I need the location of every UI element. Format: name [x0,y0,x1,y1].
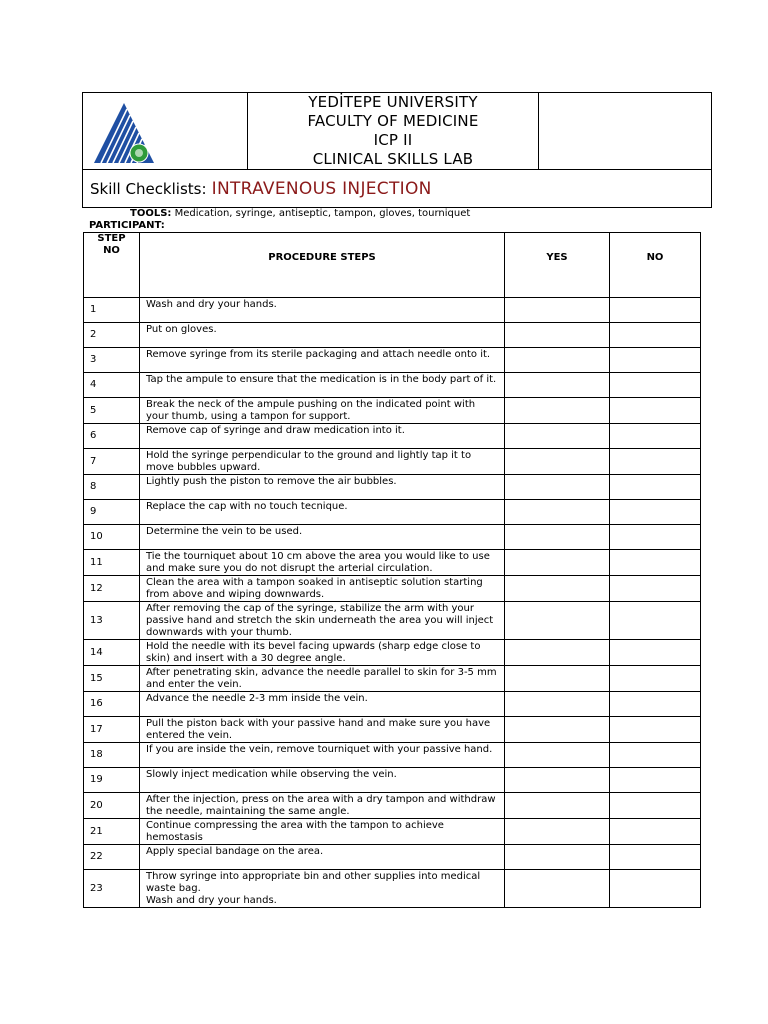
table-row [84,717,701,743]
step-no-header-line2: NO [103,245,120,256]
yes-checkbox-cell[interactable] [505,373,610,398]
tools-line [130,208,470,219]
skill-checklists-label: Skill Checklists: [90,179,207,198]
yes-checkbox-cell[interactable] [505,845,610,870]
step-description: Hold the needle with its bevel facing upwards (sharp edge close to skin) and insert with a 30 degree angle. [140,640,505,666]
step-number: 5 [84,398,140,424]
step-description: Pull the piston back with your passive hand and make sure you have entered the vein. [140,717,505,743]
table-header-row [84,233,701,298]
table-row [84,666,701,692]
step-description: Tie the tourniquet about 10 cm above the area you would like to use and make sure you do not disrupt the arterial circulation. [140,550,505,576]
procedure-steps-header: PROCEDURE STEPS [140,233,505,298]
no-checkbox-cell[interactable] [610,424,701,449]
procedure-table [83,232,701,908]
table-row [84,348,701,373]
step-description: Slowly inject medication while observing the vein. [140,768,505,793]
no-checkbox-cell[interactable] [610,602,701,640]
step-number: 14 [84,640,140,666]
step-description: Advance the needle 2-3 mm inside the vein. [140,692,505,717]
table-row [84,743,701,768]
step-description: Continue compressing the area with the tampon to achieve hemostasis [140,819,505,845]
header-table [82,92,712,208]
no-checkbox-cell[interactable] [610,692,701,717]
step-description: Remove syringe from its sterile packaging and attach needle onto it. [140,348,505,373]
yes-checkbox-cell[interactable] [505,640,610,666]
yes-checkbox-cell[interactable] [505,666,610,692]
yes-checkbox-cell[interactable] [505,793,610,819]
title-block [248,93,539,170]
yes-checkbox-cell[interactable] [505,743,610,768]
step-description: After the injection, press on the area with a dry tampon and withdraw the needle, maintaining the same angle. [140,793,505,819]
step-number: 20 [84,793,140,819]
no-header: NO [610,233,701,298]
table-row [84,449,701,475]
table-row [84,845,701,870]
no-checkbox-cell[interactable] [610,743,701,768]
step-description: Hold the syringe perpendicular to the ground and lightly tap it to move bubbles upward. [140,449,505,475]
table-row [84,640,701,666]
no-checkbox-cell[interactable] [610,298,701,323]
no-checkbox-cell[interactable] [610,475,701,500]
no-checkbox-cell[interactable] [610,525,701,550]
step-no-header-line1: STEP [97,233,126,244]
step-no-header [84,233,140,298]
yes-checkbox-cell[interactable] [505,449,610,475]
yes-checkbox-cell[interactable] [505,475,610,500]
step-number: 17 [84,717,140,743]
step-number: 12 [84,576,140,602]
step-description: Break the neck of the ampule pushing on the indicated point with your thumb, using a tampon for support. [140,398,505,424]
yes-checkbox-cell[interactable] [505,323,610,348]
skill-name: INTRAVENOUS INJECTION [211,178,432,199]
no-checkbox-cell[interactable] [610,398,701,424]
step-number: 9 [84,500,140,525]
table-row [84,550,701,576]
step-number: 3 [84,348,140,373]
step-number: 11 [84,550,140,576]
no-checkbox-cell[interactable] [610,500,701,525]
step-number: 6 [84,424,140,449]
step-description: If you are inside the vein, remove tourniquet with your passive hand. [140,743,505,768]
skill-checklist-row [83,170,712,208]
no-checkbox-cell[interactable] [610,793,701,819]
step-number: 2 [84,323,140,348]
step-number: 16 [84,692,140,717]
step-number: 4 [84,373,140,398]
yes-checkbox-cell[interactable] [505,525,610,550]
faculty-name: FACULTY OF MEDICINE [307,112,479,130]
table-row [84,475,701,500]
step-description: Apply special bandage on the area. [140,845,505,870]
step-description: Wash and dry your hands. [140,298,505,323]
no-checkbox-cell[interactable] [610,449,701,475]
tools-text: Medication, syringe, antiseptic, tampon, gloves, tourniquet [174,208,471,219]
no-checkbox-cell[interactable] [610,819,701,845]
table-row [84,298,701,323]
no-checkbox-cell[interactable] [610,666,701,692]
step-description: Throw syringe into appropriate bin and other supplies into medical waste bag. Wash and dry your hands. [140,870,505,908]
yes-checkbox-cell[interactable] [505,768,610,793]
step-description: Remove cap of syringe and draw medication into it. [140,424,505,449]
yes-checkbox-cell[interactable] [505,500,610,525]
step-description: Determine the vein to be used. [140,525,505,550]
step-number: 10 [84,525,140,550]
step-number: 22 [84,845,140,870]
no-checkbox-cell[interactable] [610,717,701,743]
no-checkbox-cell[interactable] [610,768,701,793]
step-description: Clean the area with a tampon soaked in antiseptic solution starting from above and wiping downwards. [140,576,505,602]
table-row [84,602,701,640]
table-row [84,870,701,908]
step-number: 21 [84,819,140,845]
yes-checkbox-cell[interactable] [505,550,610,576]
step-number: 23 [84,870,140,908]
participant-label: PARTICIPANT: [89,220,165,231]
university-logo [89,97,159,167]
logo-cell [83,93,248,170]
course-name: ICP II [373,131,413,149]
step-number: 1 [84,298,140,323]
yes-checkbox-cell[interactable] [505,424,610,449]
step-number: 7 [84,449,140,475]
table-row [84,576,701,602]
table-row [84,793,701,819]
yes-checkbox-cell[interactable] [505,692,610,717]
step-description: Tap the ampule to ensure that the medication is in the body part of it. [140,373,505,398]
yes-checkbox-cell[interactable] [505,717,610,743]
step-description: After removing the cap of the syringe, stabilize the arm with your passive hand and stretch the skin underneath the area you will inject downwards with your thumb. [140,602,505,640]
no-checkbox-cell[interactable] [610,348,701,373]
step-description: Replace the cap with no touch tecnique. [140,500,505,525]
table-row [84,398,701,424]
yes-checkbox-cell[interactable] [505,576,610,602]
step-description: Put on gloves. [140,323,505,348]
table-row [84,424,701,449]
yes-checkbox-cell[interactable] [505,819,610,845]
step-number: 15 [84,666,140,692]
no-checkbox-cell[interactable] [610,373,701,398]
yes-checkbox-cell[interactable] [505,870,610,908]
no-checkbox-cell[interactable] [610,845,701,870]
table-row [84,525,701,550]
procedure-table-body [84,298,701,908]
yes-header: YES [505,233,610,298]
no-checkbox-cell[interactable] [610,576,701,602]
table-row [84,768,701,793]
header-empty-cell [539,93,712,170]
no-checkbox-cell[interactable] [610,550,701,576]
step-number: 18 [84,743,140,768]
table-row [84,692,701,717]
table-row [84,323,701,348]
step-number: 13 [84,602,140,640]
no-checkbox-cell[interactable] [610,870,701,908]
table-row [84,500,701,525]
no-checkbox-cell[interactable] [610,640,701,666]
tools-label: TOOLS: [130,208,172,219]
yes-checkbox-cell[interactable] [505,398,610,424]
no-checkbox-cell[interactable] [610,323,701,348]
table-row [84,373,701,398]
yes-checkbox-cell[interactable] [505,348,610,373]
university-name: YEDİTEPE UNIVERSITY [308,93,478,111]
step-description: Lightly push the piston to remove the air bubbles. [140,475,505,500]
lab-name: CLINICAL SKILLS LAB [312,150,474,168]
step-number: 8 [84,475,140,500]
table-row [84,819,701,845]
yes-checkbox-cell[interactable] [505,602,610,640]
step-description: After penetrating skin, advance the needle parallel to skin for 3-5 mm and enter the vein. [140,666,505,692]
yes-checkbox-cell[interactable] [505,298,610,323]
step-number: 19 [84,768,140,793]
